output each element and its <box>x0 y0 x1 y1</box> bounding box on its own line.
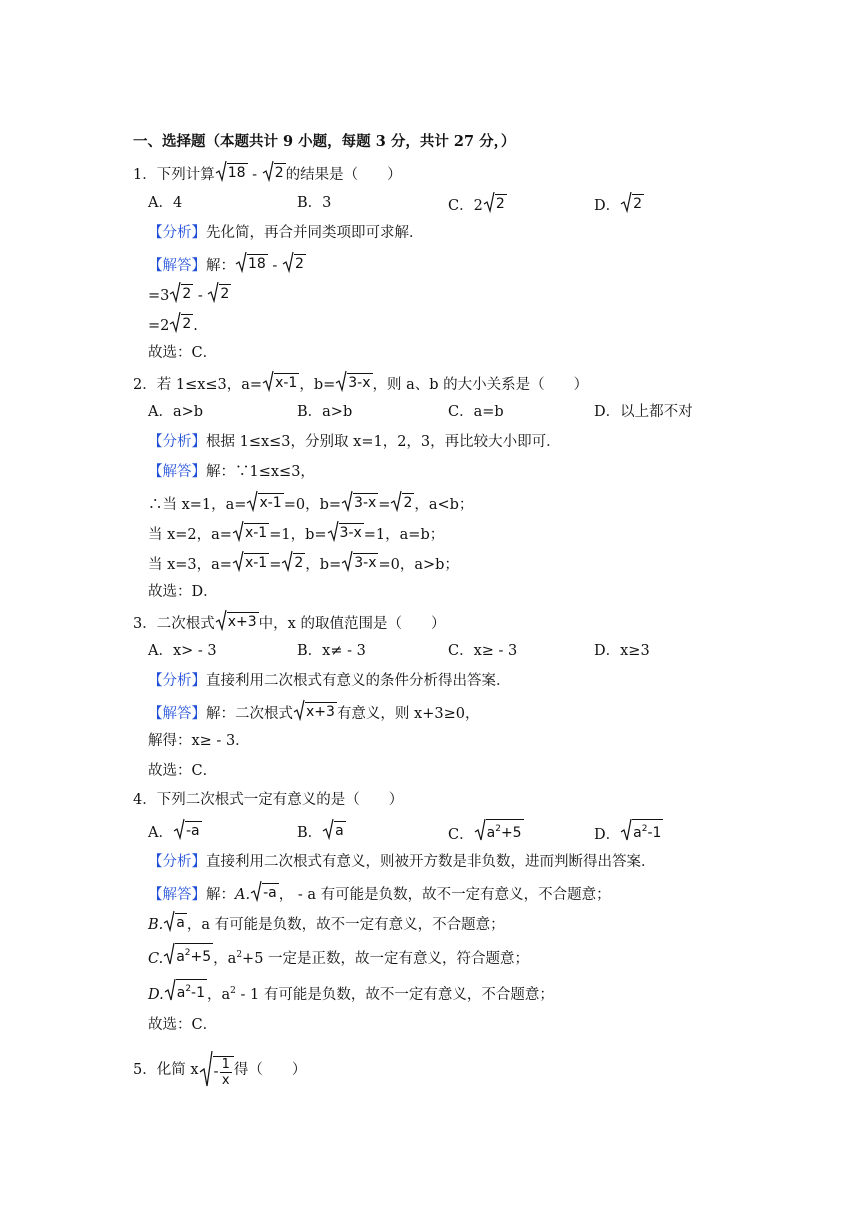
q4-option-c: C． $a^2+5$ <box>448 818 524 842</box>
section-header: 一、选择题（本题共计 9 小题，每题 3 分，共计 27 分，） <box>133 133 516 150</box>
q3-option-d: D．x≥3 <box>594 643 650 659</box>
q3-option-a: A．x> - 3 <box>148 643 217 659</box>
q2-option-b: B．a>b <box>297 404 353 420</box>
q2-option-d: D．以上都不对 <box>594 404 693 420</box>
question-number: 5． <box>133 1062 157 1078</box>
question-number: 1． <box>133 167 157 183</box>
q3-analysis: 【分析】直接利用二次根式有意义的条件分析得出答案． <box>148 673 511 689</box>
q2-option-a: A．a>b <box>148 404 204 420</box>
q1-option-d: D． 2 <box>594 191 644 215</box>
question-4-stem: 4．下列二次根式一定有意义的是（ ） <box>133 792 404 808</box>
q4-option-b: B． a <box>297 818 346 842</box>
radical: 2 <box>262 160 286 182</box>
question-3-stem: 3．二次根式 x+3 中，x 的取值范围是（ ） <box>133 609 445 633</box>
question-number: 2． <box>133 377 157 393</box>
q1-step-2: =2 2 . <box>148 311 198 335</box>
q3-option-c: C．x≥ - 3 <box>448 643 518 659</box>
question-number: 4． <box>133 792 157 808</box>
q3-result: 解得：x≥ - 3． <box>148 733 250 749</box>
q2-case-3: 当 x=3，a= x-1 = 2 ，b= 3-x =0，a>b； <box>148 550 459 574</box>
q3-answer: 【解答】解：二次根式 x+3 有意义，则 x+3≥0， <box>148 699 479 723</box>
radical: 18 <box>215 160 248 182</box>
q2-choice: 故选：D． <box>148 584 218 600</box>
question-number: 3． <box>133 616 157 632</box>
q4-answer-b: B. a ，a 有可能是负数，故不一定有意义，不合题意； <box>148 910 505 934</box>
q4-choice: 故选：C． <box>148 1017 218 1033</box>
q3-choice: 故选：C． <box>148 763 218 779</box>
q1-choice: 故选：C． <box>148 345 218 361</box>
q4-analysis: 【分析】直接利用二次根式有意义，则被开方数是非负数，进而判断得出答案． <box>148 854 656 870</box>
q4-answer-d: D. $a^2-1$ ，$a^2 - 1$ 有可能是负数，故不一定有意义，不合题意； <box>148 978 554 1002</box>
question-1-stem: 1．下列计算 18 - 2 的结果是（ ） <box>133 160 402 184</box>
question-2-stem: 2．若 1≤x≤3，a= x-1 ，b= 3-x ，则 a、b 的大小关系是（ ） <box>133 370 588 394</box>
q4-option-d: D． $a^2-1$ <box>594 818 663 842</box>
q2-option-c: C．a=b <box>448 404 504 420</box>
q3-option-b: B．x≠ - 3 <box>297 643 366 659</box>
q4-option-a: A． -a <box>148 818 202 842</box>
question-5-stem: 5．化简 x - $\frac{1}{x}$ 得（ ） <box>133 1050 306 1090</box>
q4-answer: 【解答】解：A. -a ， - a 有可能是负数，故不一定有意义，不合题意； <box>148 880 611 904</box>
q1-step-1: =3 2 - 2 <box>148 281 231 305</box>
q4-answer-c: C. $a^2+5$ ，$a^2+5$ 一定是正数，故一定有意义，符合题意； <box>148 942 529 966</box>
q1-option-c: C．2 2 <box>448 191 507 215</box>
fraction: $\frac{1}{x}$ <box>221 1057 230 1088</box>
q2-case-1: ∴当 x=1，a= x-1 =0，b= 3-x = 2 ，a<b； <box>148 490 473 514</box>
q1-answer: 【解答】解： 18 - 2 <box>148 251 306 275</box>
q2-case-2: 当 x=2，a= x-1 =1，b= 3-x =1，a=b； <box>148 520 444 544</box>
q2-answer: 【解答】解：∵1≤x≤3， <box>148 464 315 480</box>
q1-analysis: 【分析】先化简，再合并同类项即可求解． <box>148 225 424 241</box>
q1-option-b: B．3 <box>297 195 332 211</box>
q2-analysis: 【分析】根据 1≤x≤3，分别取 x=1，2，3，再比较大小即可． <box>148 434 561 450</box>
q1-option-a: A．4 <box>148 195 183 211</box>
